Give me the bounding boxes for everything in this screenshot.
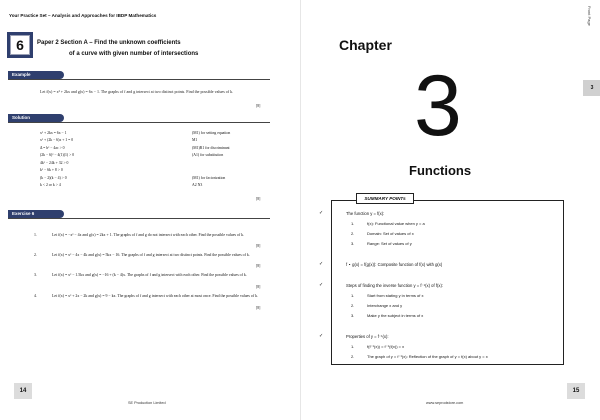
exercise-text: Let f(x) = −x² − 4x and g(x) = 2kx + 1. The graphs of f and g do not intersect with each other. Find the possible values of k. <box>52 233 245 237</box>
page-number-left: 14 <box>14 383 32 399</box>
summary-sub-number: 1. <box>351 221 355 226</box>
summary-sub-number: 2. <box>351 231 355 236</box>
exercise-number: 2. <box>34 253 37 257</box>
solution-mark-note: M1 <box>192 138 198 142</box>
summary-sub-text: Interchange x and y <box>367 303 403 308</box>
chapter-title: Functions <box>409 163 472 178</box>
solution-step: x² + 2kx = 6x − 1 <box>40 131 67 135</box>
example-text: Let f(x) = x² + 2kx and g(x) = 6x − 1. The graphs of f and g intersect at two distinct points. Find the possible values of k. <box>40 89 234 94</box>
summary-sub-item <box>351 354 488 359</box>
exercise-marks: [8] <box>256 264 261 268</box>
check-icon: ✓ <box>319 333 324 339</box>
solution-rule <box>8 122 270 123</box>
summary-sub-text: Domain: Set of values of x <box>367 231 414 236</box>
solution-step: (2k − 6)² − 4(1)(1) > 0 <box>40 153 75 157</box>
chapter-word: Chapter <box>339 37 392 53</box>
summary-sub-number: 1. <box>351 344 355 349</box>
check-icon: ✓ <box>319 282 324 288</box>
exercise-label: Exercise 6 <box>8 210 64 218</box>
check-icon: ✓ <box>319 210 324 216</box>
right-page <box>300 0 600 420</box>
summary-point: Steps of finding the inverse function y = f⁻¹(x) of f(x): <box>346 283 444 288</box>
summary-sub-number: 3. <box>351 313 355 318</box>
footer-left: SE Production Limited <box>128 401 166 405</box>
exercise-marks: [8] <box>256 285 261 289</box>
summary-sub-number: 2. <box>351 303 355 308</box>
solution-label: Solution <box>8 114 64 122</box>
section-title-line1: Paper 2 Section A – Find the unknown coefficients <box>37 40 181 46</box>
solution-step: k < 2 or k > 4 <box>40 183 61 187</box>
chapter-big-number: 3 <box>414 58 462 154</box>
solution-step: k² − 6k + 8 > 0 <box>40 168 63 172</box>
summary-sub-item <box>351 344 404 349</box>
summary-sub-text: The graph of y = f⁻¹(x): Reflection of the graph of y = f(x) about y = x <box>367 354 488 359</box>
example-label: Example <box>8 71 64 79</box>
exercise-marks: [8] <box>256 244 261 248</box>
solution-mark-note: A2 N3 <box>192 183 203 187</box>
summary-point: f ∘ g(x) = f(g(x)): Composite function of f(x) with g(x) <box>346 262 443 267</box>
exercise-number: 3. <box>34 273 37 277</box>
summary-sub-text: Start from stating y in terms of x <box>367 293 424 298</box>
summary-sub-item <box>351 221 425 226</box>
summary-sub-text: Range: Set of values of y <box>367 241 412 246</box>
summary-sub-text: Make y the subject in terms of x <box>367 313 424 318</box>
summary-sub-number: 3. <box>351 241 355 246</box>
solution-step: x² + (2k − 6)x + 1 = 0 <box>40 138 74 142</box>
summary-sub-item <box>351 241 412 246</box>
summary-sub-text: f(x): Functional value when y = a <box>367 221 425 226</box>
summary-sub-item <box>351 293 423 298</box>
solution-mark-note: (M1) for setting equation <box>192 131 231 135</box>
page-number-right: 15 <box>567 383 585 399</box>
summary-tag: SUMMARY POINTs <box>356 193 414 204</box>
exercise-number: 4. <box>34 294 37 298</box>
summary-point: Properties of y = f⁻¹(x): <box>346 334 389 339</box>
solution-step: Δ = b² − 4ac > 0 <box>40 146 65 150</box>
summary-sub-text: f(f⁻¹(x)) = f⁻¹(f(x)) = x <box>367 344 405 349</box>
vertical-label: Front Page <box>587 6 592 26</box>
chapter-number: 6 <box>10 35 30 55</box>
exercise-marks: [8] <box>256 306 261 310</box>
book-header: Your Practice Set – Analysis and Approaches for IBDP Mathematics <box>9 13 157 18</box>
section-title <box>37 38 198 60</box>
section-title-line2: of a curve with given number of intersections <box>69 51 199 57</box>
summary-sub-number: 2. <box>351 354 355 359</box>
solution-mark-note: (A1) for substitution <box>192 153 224 157</box>
summary-sub-item <box>351 313 423 318</box>
summary-sub-number: 1. <box>351 293 355 298</box>
chapter-side-tab: 3 <box>583 80 600 96</box>
solution-mark-note: (M1)R1 for discriminant <box>192 146 230 150</box>
summary-sub-item <box>351 303 402 308</box>
exercise-text: Let f(x) = x² + 2x − 2k and g(x) = 9 − kx. The graphs of f and g intersect with each other at most once. Find the possible values of k. <box>52 294 259 298</box>
summary-point: The function y = f(x): <box>346 211 385 216</box>
exercise-number: 1. <box>34 233 37 237</box>
solution-step: (k − 2)(k − 4) > 0 <box>40 176 67 180</box>
example-marks: [8] <box>256 104 261 108</box>
chapter-number-badge <box>7 32 33 58</box>
solution-marks: [8] <box>256 197 261 201</box>
footer-right: www.seprodstore.com <box>426 401 464 405</box>
exercise-text: Let f(x) = x² − 4x − 4k and g(x) = 5kx − 16. The graphs of f and g intersect at two distinct points. Find the possible values of k. <box>52 253 250 257</box>
exercise-text: Let f(x) = x² − 1.5kx and g(x) = −16 + (k − 4)x. The graphs of f and g intersect with each other. Find the possible values of k. <box>52 273 247 277</box>
check-icon: ✓ <box>319 261 324 267</box>
example-rule <box>8 79 270 80</box>
exercise-rule <box>8 218 270 219</box>
solution-step: 4k² − 24k + 32 > 0 <box>40 161 69 165</box>
solution-mark-note: (M1) for factorization <box>192 176 226 180</box>
summary-sub-item <box>351 231 414 236</box>
